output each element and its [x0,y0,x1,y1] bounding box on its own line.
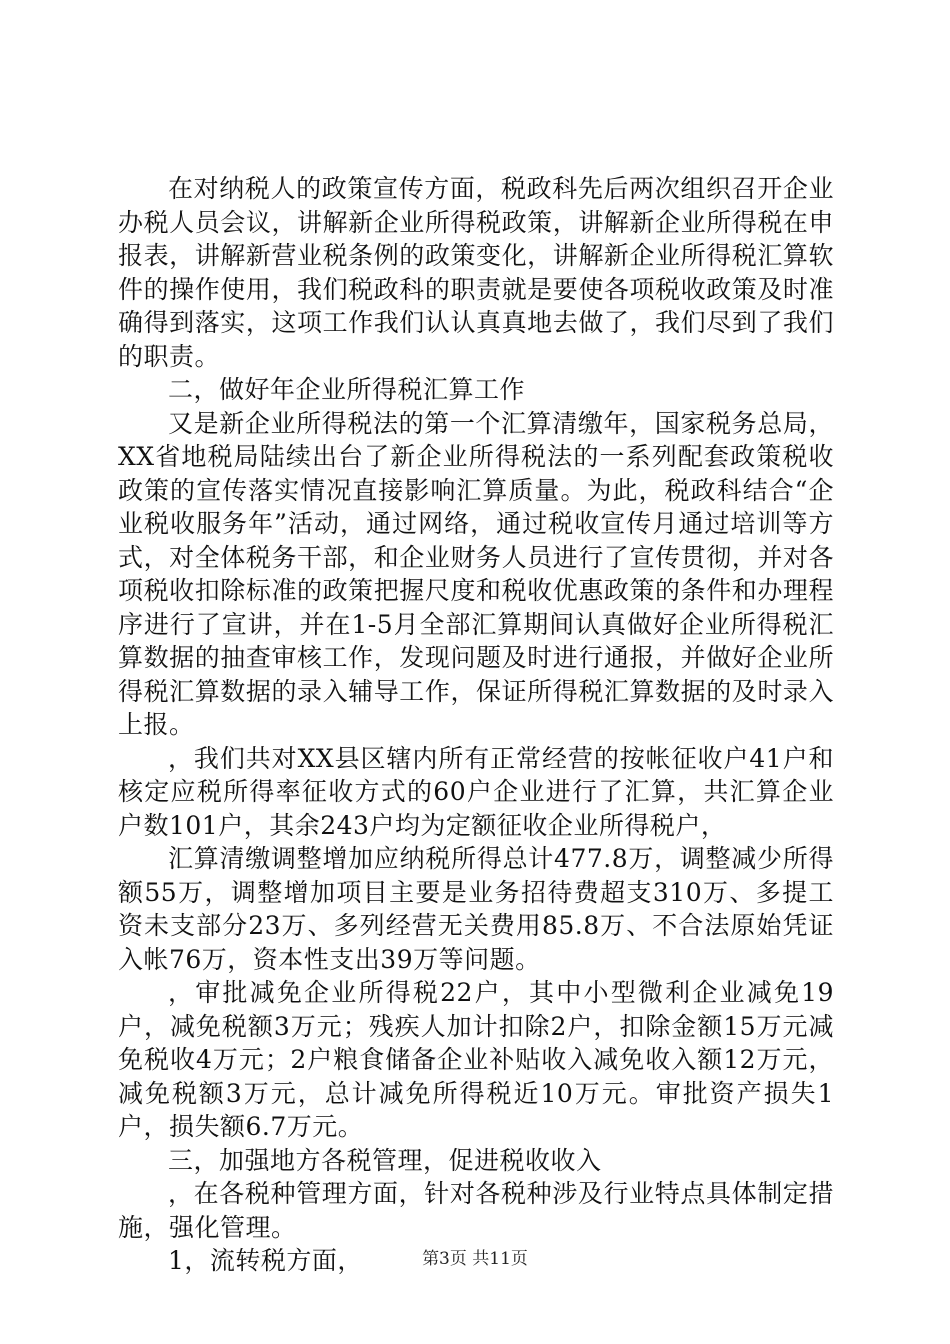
section-heading-2: 二，做好年企业所得税汇算工作 [168,375,526,404]
paragraph-adjustments: 汇算清缴调整增加应纳税所得总计477.8万，调整减少所得额55万，调整增加项目主要是业务招待费超支310万、多提工资未支部分23万、多列经营无关费用85.8万、不合法原始凭证入帐76万，资本性支出39万等问题。 [118,844,834,974]
paragraph-settlement-count: ，我们共对XX县区辖内所有正常经营的按帐征收户41户和核定应税所得率征收方式的60户企业进行了汇算，共汇算企业户数101户，其余243户均为定额征收企业所得税户， [118,743,834,840]
document-body [118,172,834,1278]
subsection-heading-1: 1，流转税方面， [168,1246,363,1275]
paragraph-settlement-work: 又是新企业所得税法的第一个汇算清缴年，国家税务总局，XX省地税局陆续出台了新企业所得税法的一系列配套政策税收政策的宣传落实情况直接影响汇算质量。为此，税政科结合“企业税收服务年”活动，通过网络，通过税收宣传月通过培训等方式，对全体税务干部，和企业财务人员进行了宣传贯彻，并对各项税收扣除标准的政策把握尺度和税收优惠政策的条件和办理程序进行了宣讲，并在1-5月全部汇算期间认真做好企业所得税汇算数据的抽查审核工作，发现问题及时进行通报，并做好企业所得税汇算数据的录入辅导工作，保证所得税汇算数据的及时录入上报。 [118,408,834,739]
section-heading-3: 三，加强地方各税管理，促进税收收入 [168,1145,602,1175]
paragraph-tax-management: ，在各税种管理方面，针对各税种涉及行业特点具体制定措施，强化管理。 [118,1179,834,1242]
paragraph-exemptions: ，审批减免企业所得税22户，其中小型微利企业减免19户，减免税额3万元；残疾人加计扣除2户，扣除金额15万元减免税收4万元；2户粮食储备企业补贴收入减免收入额12万元，减免税额3万元，总计减免所得税近10万元。审批资产损失1户，损失额6.7万元。 [118,978,834,1141]
paragraph-policy-publicity: 在对纳税人的政策宣传方面，税政科先后两次组织召开企业办税人员会议，讲解新企业所得税政策，讲解新企业所得税在申报表，讲解新营业税条例的政策变化，讲解新企业所得税汇算软件的操作使用，我们税政科的职责就是要使各项税收政策及时准确得到落实，这项工作我们认认真真地去做了，我们尽到了我们的职责。 [118,174,834,371]
page-number-footer: 第3页 共11页 [422,1249,528,1269]
